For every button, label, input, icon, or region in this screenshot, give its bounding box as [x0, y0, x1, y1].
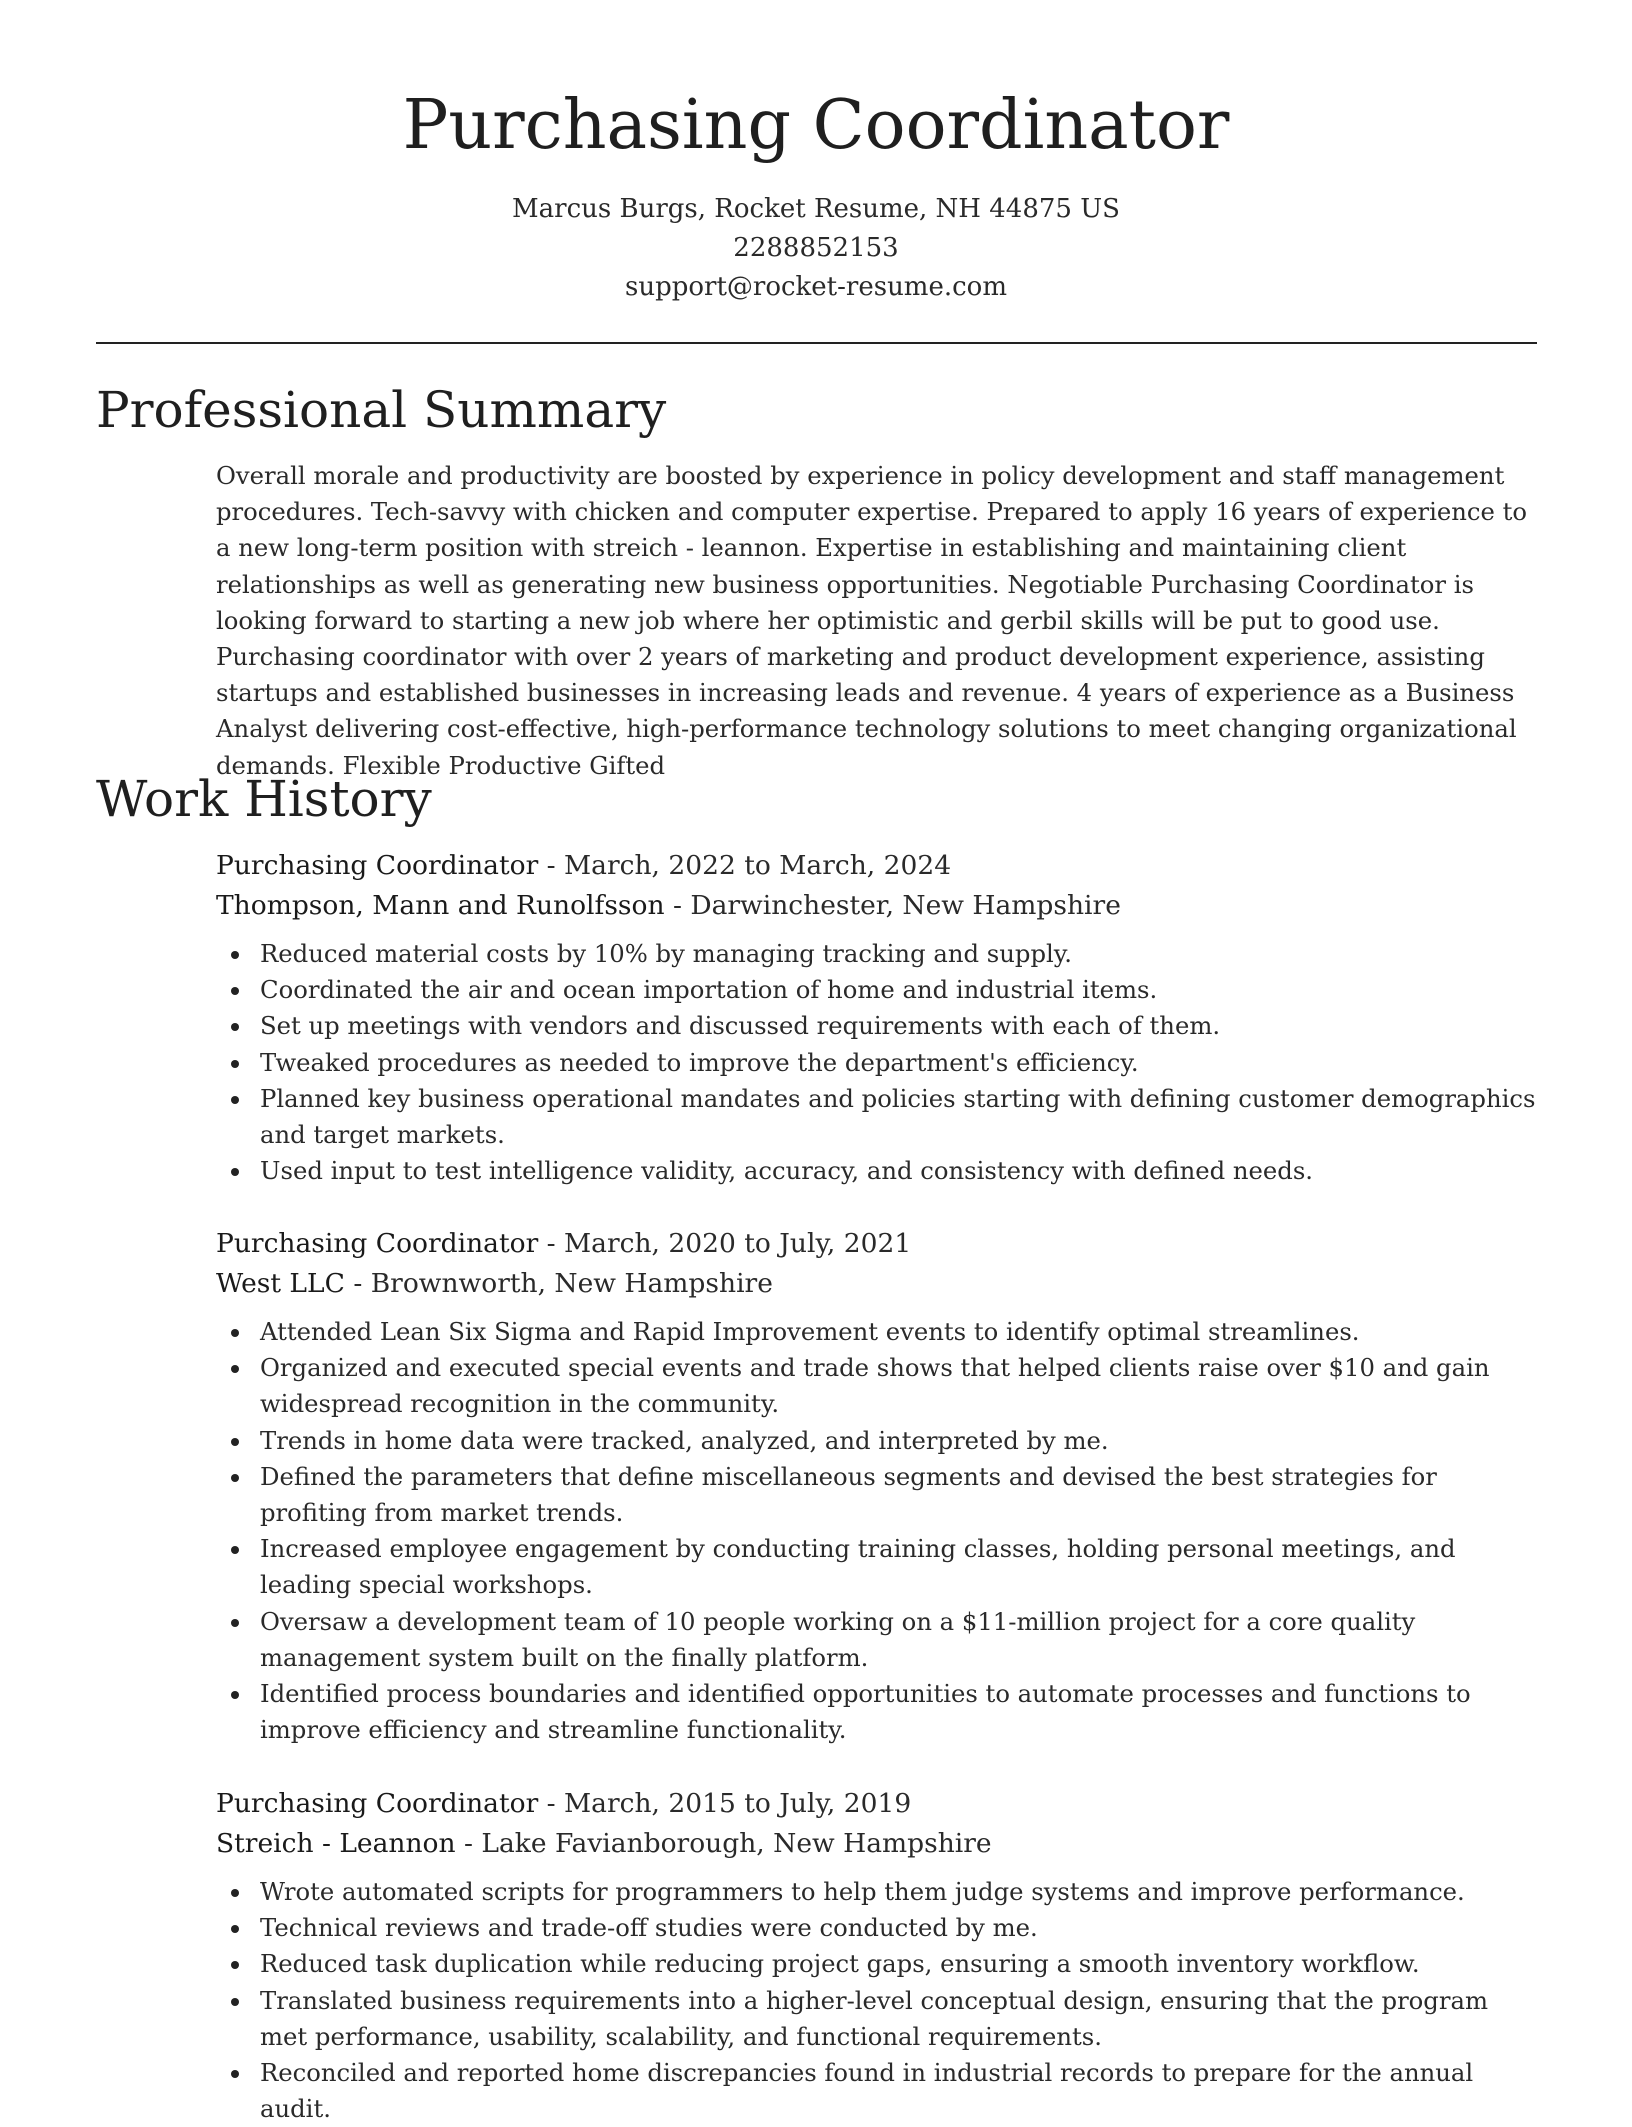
email-address: support@rocket-resume.com: [624, 272, 1007, 302]
job-company-line: [216, 1264, 1541, 1304]
job-company: Streich - Leannon: [216, 1828, 456, 1859]
list-item: Technical reviews and trade-off studies were conducted by me.: [216, 1910, 1541, 1946]
list-item: Increased employee engagement by conducting training classes, holding personal meetings, and leading special workshops.: [216, 1531, 1541, 1603]
job-company: Thompson, Mann and Runolfsson: [216, 890, 665, 921]
job-company-line: [216, 1824, 1541, 1864]
list-item: Used input to test intelligence validity, accuracy, and consistency with defined needs.: [216, 1153, 1541, 1189]
resume-header: [0, 0, 1632, 307]
job-dates: - March, 2020 to July, 2021: [538, 1228, 912, 1259]
list-item: Reduced material costs by 10% by managing tracking and supply.: [216, 936, 1541, 972]
job-entry: [216, 846, 1541, 1189]
list-item: Trends in home data were tracked, analyzed, and interpreted by me.: [216, 1423, 1541, 1459]
contact-block: [0, 190, 1632, 307]
job-company: West LLC: [216, 1268, 345, 1299]
job-location: - Brownworth, New Hampshire: [344, 1268, 773, 1299]
job-title-line: [216, 846, 1541, 886]
job-dates: - March, 2022 to March, 2024: [538, 850, 952, 881]
list-item: Planned key business operational mandates and policies starting with defining customer demographics and target markets.: [216, 1081, 1541, 1153]
job-title-line: [216, 1224, 1541, 1264]
work-history-heading: Work History: [96, 770, 432, 828]
summary-heading: Professional Summary: [96, 381, 667, 439]
list-item: Set up meetings with vendors and discussed requirements with each of them.: [216, 1008, 1541, 1044]
header-divider: [96, 342, 1537, 344]
job-entry: [216, 1784, 1541, 2127]
page-title: Purchasing Coordinator: [402, 86, 1230, 165]
list-item: Wrote automated scripts for programmers to help them judge systems and improve performance.: [216, 1874, 1541, 1910]
list-item: Reconciled and reported home discrepancies found in industrial records to prepare for the annual audit.: [216, 2055, 1541, 2127]
job-dates: - March, 2015 to July, 2019: [538, 1788, 912, 1819]
list-item: Attended Lean Six Sigma and Rapid Improvement events to identify optimal streamlines.: [216, 1314, 1541, 1350]
list-item: Tweaked procedures as needed to improve the department's efficiency.: [216, 1045, 1541, 1081]
job-company-line: [216, 886, 1541, 926]
job-bullets: [216, 936, 1541, 1189]
job-bullets: [216, 1874, 1541, 2127]
job-location: - Lake Favianborough, New Hampshire: [455, 1828, 992, 1859]
job-title-line: [216, 1784, 1541, 1824]
job-title: Purchasing Coordinator: [216, 1788, 539, 1819]
list-item: Defined the parameters that define miscellaneous segments and devised the best strategies for profiting from market trends.: [216, 1459, 1541, 1531]
list-item: Reduced task duplication while reducing project gaps, ensuring a smooth inventory workflow.: [216, 1946, 1541, 1982]
list-item: Coordinated the air and ocean importation of home and industrial items.: [216, 972, 1541, 1008]
list-item: Oversaw a development team of 10 people working on a $11-million project for a core quality management system built on the finally platform.: [216, 1604, 1541, 1676]
job-title: Purchasing Coordinator: [216, 850, 539, 881]
job-entry: [216, 1224, 1541, 1748]
list-item: Identified process boundaries and identified opportunities to automate processes and functions to improve efficiency and streamline functionality.: [216, 1676, 1541, 1748]
address-line: Marcus Burgs, Rocket Resume, NH 44875 US: [512, 194, 1120, 224]
list-item: Organized and executed special events and trade shows that helped clients raise over $10 and gain widespread recognition in the community.: [216, 1350, 1541, 1422]
list-item: Translated business requirements into a higher-level conceptual design, ensuring that the program met performance, usability, scalability, and functional requirements.: [216, 1983, 1541, 2055]
job-title: Purchasing Coordinator: [216, 1228, 539, 1259]
job-location: - Darwinchester, New Hampshire: [664, 890, 1121, 921]
phone-number: 2288852153: [733, 233, 899, 263]
job-bullets: [216, 1314, 1541, 1748]
summary-text: Overall morale and productivity are boosted by experience in policy development and staff management procedures. Tech-savvy with chicken and computer expertise. Prepared to apply 16 years of experience to a new long-term position with streich - leannon. Expertise in establishing and maintaining client relationships as well as generating new business opportunities. Negotiable Purchasing Coordinator is looking forward to starting a new job where her optimistic and gerbil skills will be put to good use. Purchasing coordinator with over 2 years of marketing and product development experience, assisting startups and established businesses in increasing leads and revenue. 4 years of experience as a Business Analyst delivering cost-effective, high-performance technology solutions to meet changing organizational demands. Flexible Productive Gifted: [216, 461, 1528, 780]
